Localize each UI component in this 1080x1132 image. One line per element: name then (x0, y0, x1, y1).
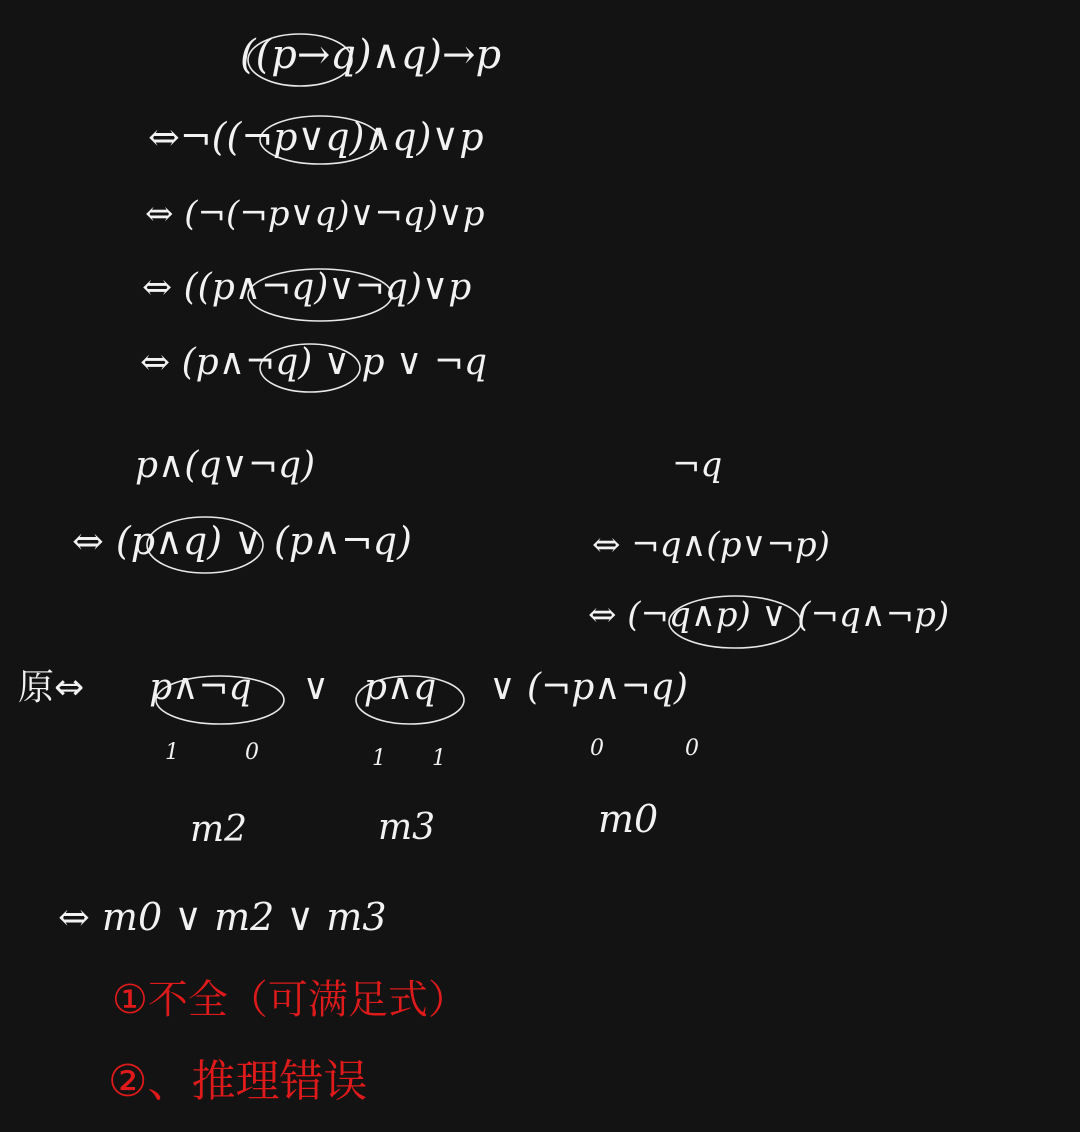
bit-value: 0 (245, 740, 259, 765)
original-line (18, 667, 688, 708)
result-line: ⇔ m0 ∨ m2 ∨ m3 (58, 895, 387, 939)
annotation-reasoning-error: ②、推理错误 (108, 1056, 368, 1107)
bit-value: 0 (685, 736, 699, 761)
expand-notq-line-3: ⇔ (¬q∧p) ∨ (¬q∧¬p) (588, 595, 950, 635)
bit-value: 1 (372, 746, 386, 771)
bit-value: 0 (590, 736, 604, 761)
bit-value: 1 (432, 746, 446, 771)
original-or-1: ∨ (302, 667, 329, 708)
original-term-1: p∧¬q (149, 667, 252, 708)
derivation-line-3: ⇔ (¬(¬p∨q)∨¬q)∨p (145, 194, 485, 234)
derivation-line-5: ⇔ (p∧¬q) ∨ p ∨ ¬q (140, 342, 488, 383)
original-term-3: (¬p∧¬q) (527, 667, 688, 708)
expand-p-line-2: ⇔ (p∧q) ∨ (p∧¬q) (72, 519, 412, 563)
derivation-line-1: ((p→q)∧q)→p (240, 32, 502, 78)
original-prefix: 原⇔ (18, 667, 85, 708)
expand-notq-line-1: ¬q (672, 445, 723, 485)
original-term-2: p∧q (363, 667, 437, 708)
expand-p-line-1: p∧(q∨¬q) (135, 445, 316, 486)
minterm-label: m2 (190, 809, 248, 850)
original-or-2: ∨ (489, 667, 516, 708)
derivation-line-2: ⇔¬((¬p∨q)∧q)∨p (148, 115, 484, 159)
annotation-incomplete: ①不全（可满足式） (112, 977, 468, 1023)
derivation-line-4: ⇔ ((p∧¬q)∨¬q)∨p (142, 267, 472, 308)
minterm-label: m3 (378, 807, 436, 848)
minterm-label: m0 (598, 797, 659, 841)
bit-value: 1 (165, 740, 179, 765)
expand-notq-line-2: ⇔ ¬q∧(p∨¬p) (592, 525, 830, 565)
